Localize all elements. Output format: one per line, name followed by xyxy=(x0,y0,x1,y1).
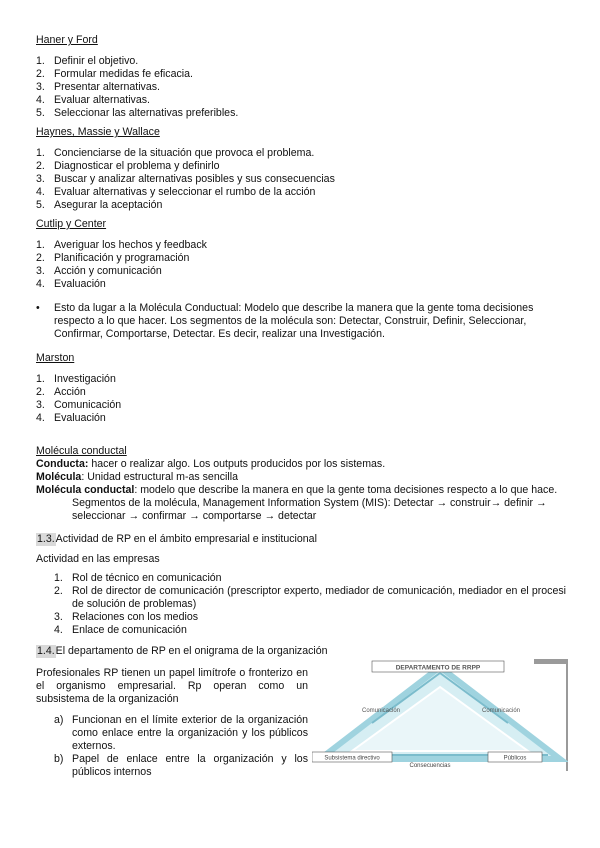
list-item: 4. Evaluación xyxy=(36,278,106,290)
list-item: 4. Evaluar alternativas y seleccionar el rumbo de la acción xyxy=(36,186,316,198)
list-item: 4. Enlace de comunicación xyxy=(54,624,187,636)
list-haynes xyxy=(36,147,566,212)
bullet-list xyxy=(36,302,566,341)
heading-cutlip: Cutlip y Center xyxy=(36,218,107,230)
list-item: 1. Investigación xyxy=(36,373,116,385)
label-consecuencias: Consecuencias xyxy=(409,763,451,769)
section-title-1-4 xyxy=(36,645,566,658)
rrpp-diagram xyxy=(312,659,568,779)
list-item: 1. Averiguar los hechos y feedback xyxy=(36,239,207,251)
heading-molecula: Molécula conductal xyxy=(36,445,127,457)
list-item: 3. Presentar alternativas. xyxy=(36,81,160,93)
list-item: 3. Buscar y analizar alternativas posibles y sus consecuencias xyxy=(36,173,335,185)
heading-haynes: Haynes, Massie y Wallace xyxy=(36,126,160,138)
label-departamento: DEPARTAMENTO DE RRPP xyxy=(395,664,481,672)
list-item: 4. Evaluar alternativas. xyxy=(36,94,150,106)
list-item: 5. Asegurar la aceptación xyxy=(36,199,163,211)
paragraph-intro: Profesionales RP tienen un papel limítrofe o fronterizo en el organismo empresarial. Rp operan como un subsistema de la organización xyxy=(36,667,308,705)
list-item: 1. Rol de técnico en comunicación xyxy=(54,572,222,584)
paragraph-molecula-conductal: Molécula conductal: modelo que describe la manera en que la gente toma decisiones respecto a lo que hace. xyxy=(36,484,558,496)
list-item: b) Papel de enlace entre la organización y los públicos internos xyxy=(54,753,308,778)
paragraph-conducta: Conducta: hacer o realizar algo. Los outputs producidos por los sistemas. xyxy=(36,458,386,470)
list-item: 2. Planificación y programación xyxy=(36,252,190,264)
heading-marston: Marston xyxy=(36,352,75,364)
list-item: 2. Acción xyxy=(36,386,86,398)
list-marston xyxy=(36,373,566,425)
section-title-1-3 xyxy=(36,533,566,546)
heading-haner-ford: Haner y Ford xyxy=(36,34,98,46)
list-haner-ford xyxy=(36,55,566,120)
list-item: 2. Formular medidas fe eficacia. xyxy=(36,68,193,80)
bullet-item: • Esto da lugar a la Molécula Conductual: Modelo que describe la manera que la gente toma decisiones respecto a lo que hacer. Los segmentos de la molécula son: Detectar, Construir, Definir, Seleccionar, Confirmar, Comportarse, Detectar. Es decir, realizar una Investigación. xyxy=(36,302,566,341)
list-item: a) Funcionan en el límite exterior de la organización como enlace entre la organización y los públicos externos. xyxy=(54,714,308,752)
list-item: 1. Definir el objetivo. xyxy=(36,55,139,67)
label-comunicacion-left: Comunicación xyxy=(362,708,401,714)
list-actividad xyxy=(36,572,566,637)
image-edge-line xyxy=(566,659,568,771)
paragraph-molecula: Molécula: Unidad estructural m-as sencilla xyxy=(36,471,238,483)
label-publicos: Públicos xyxy=(503,755,527,762)
list-item: 4. Evaluación xyxy=(36,412,106,424)
list-item: 3. Acción y comunicación xyxy=(36,265,162,277)
paragraph-segmentos: Segmentos de la molécula, Management Information System (MIS): Detectar → construir→ definir → seleccionar → confirmar → comportarse → detectar xyxy=(72,497,547,522)
subheading-actividad: Actividad en las empresas xyxy=(36,553,160,565)
section-title-text: El departamento de RP en el onigrama de la organización xyxy=(55,645,328,657)
list-item: 2. Rol de director de comunicación (prescriptor experto, mediador de comunicación, mediador en el procesi de solución de problemas) xyxy=(54,585,566,610)
list-cutlip xyxy=(36,239,566,291)
list-item: 3. Comunicación xyxy=(36,399,122,411)
list-funciones xyxy=(36,714,308,779)
document-page xyxy=(36,34,566,787)
list-item: 3. Relaciones con los medios xyxy=(54,611,199,623)
section-number: 1.4. xyxy=(37,645,55,657)
label-subsistema: Subsistema directivo xyxy=(324,755,380,762)
image-edge-strip xyxy=(534,659,568,664)
list-item: 1. Concienciarse de la situación que provoca el problema. xyxy=(36,147,315,159)
section-number: 1.3. xyxy=(37,533,55,545)
section-title-text: Actividad de RP en el ámbito empresarial e institucional xyxy=(55,533,317,545)
label-comunicacion-right: Comunicación xyxy=(482,708,521,714)
list-item: 2. Diagnosticar el problema y definirlo xyxy=(36,160,220,172)
list-item: 5. Seleccionar las alternativas preferibles. xyxy=(36,107,239,119)
